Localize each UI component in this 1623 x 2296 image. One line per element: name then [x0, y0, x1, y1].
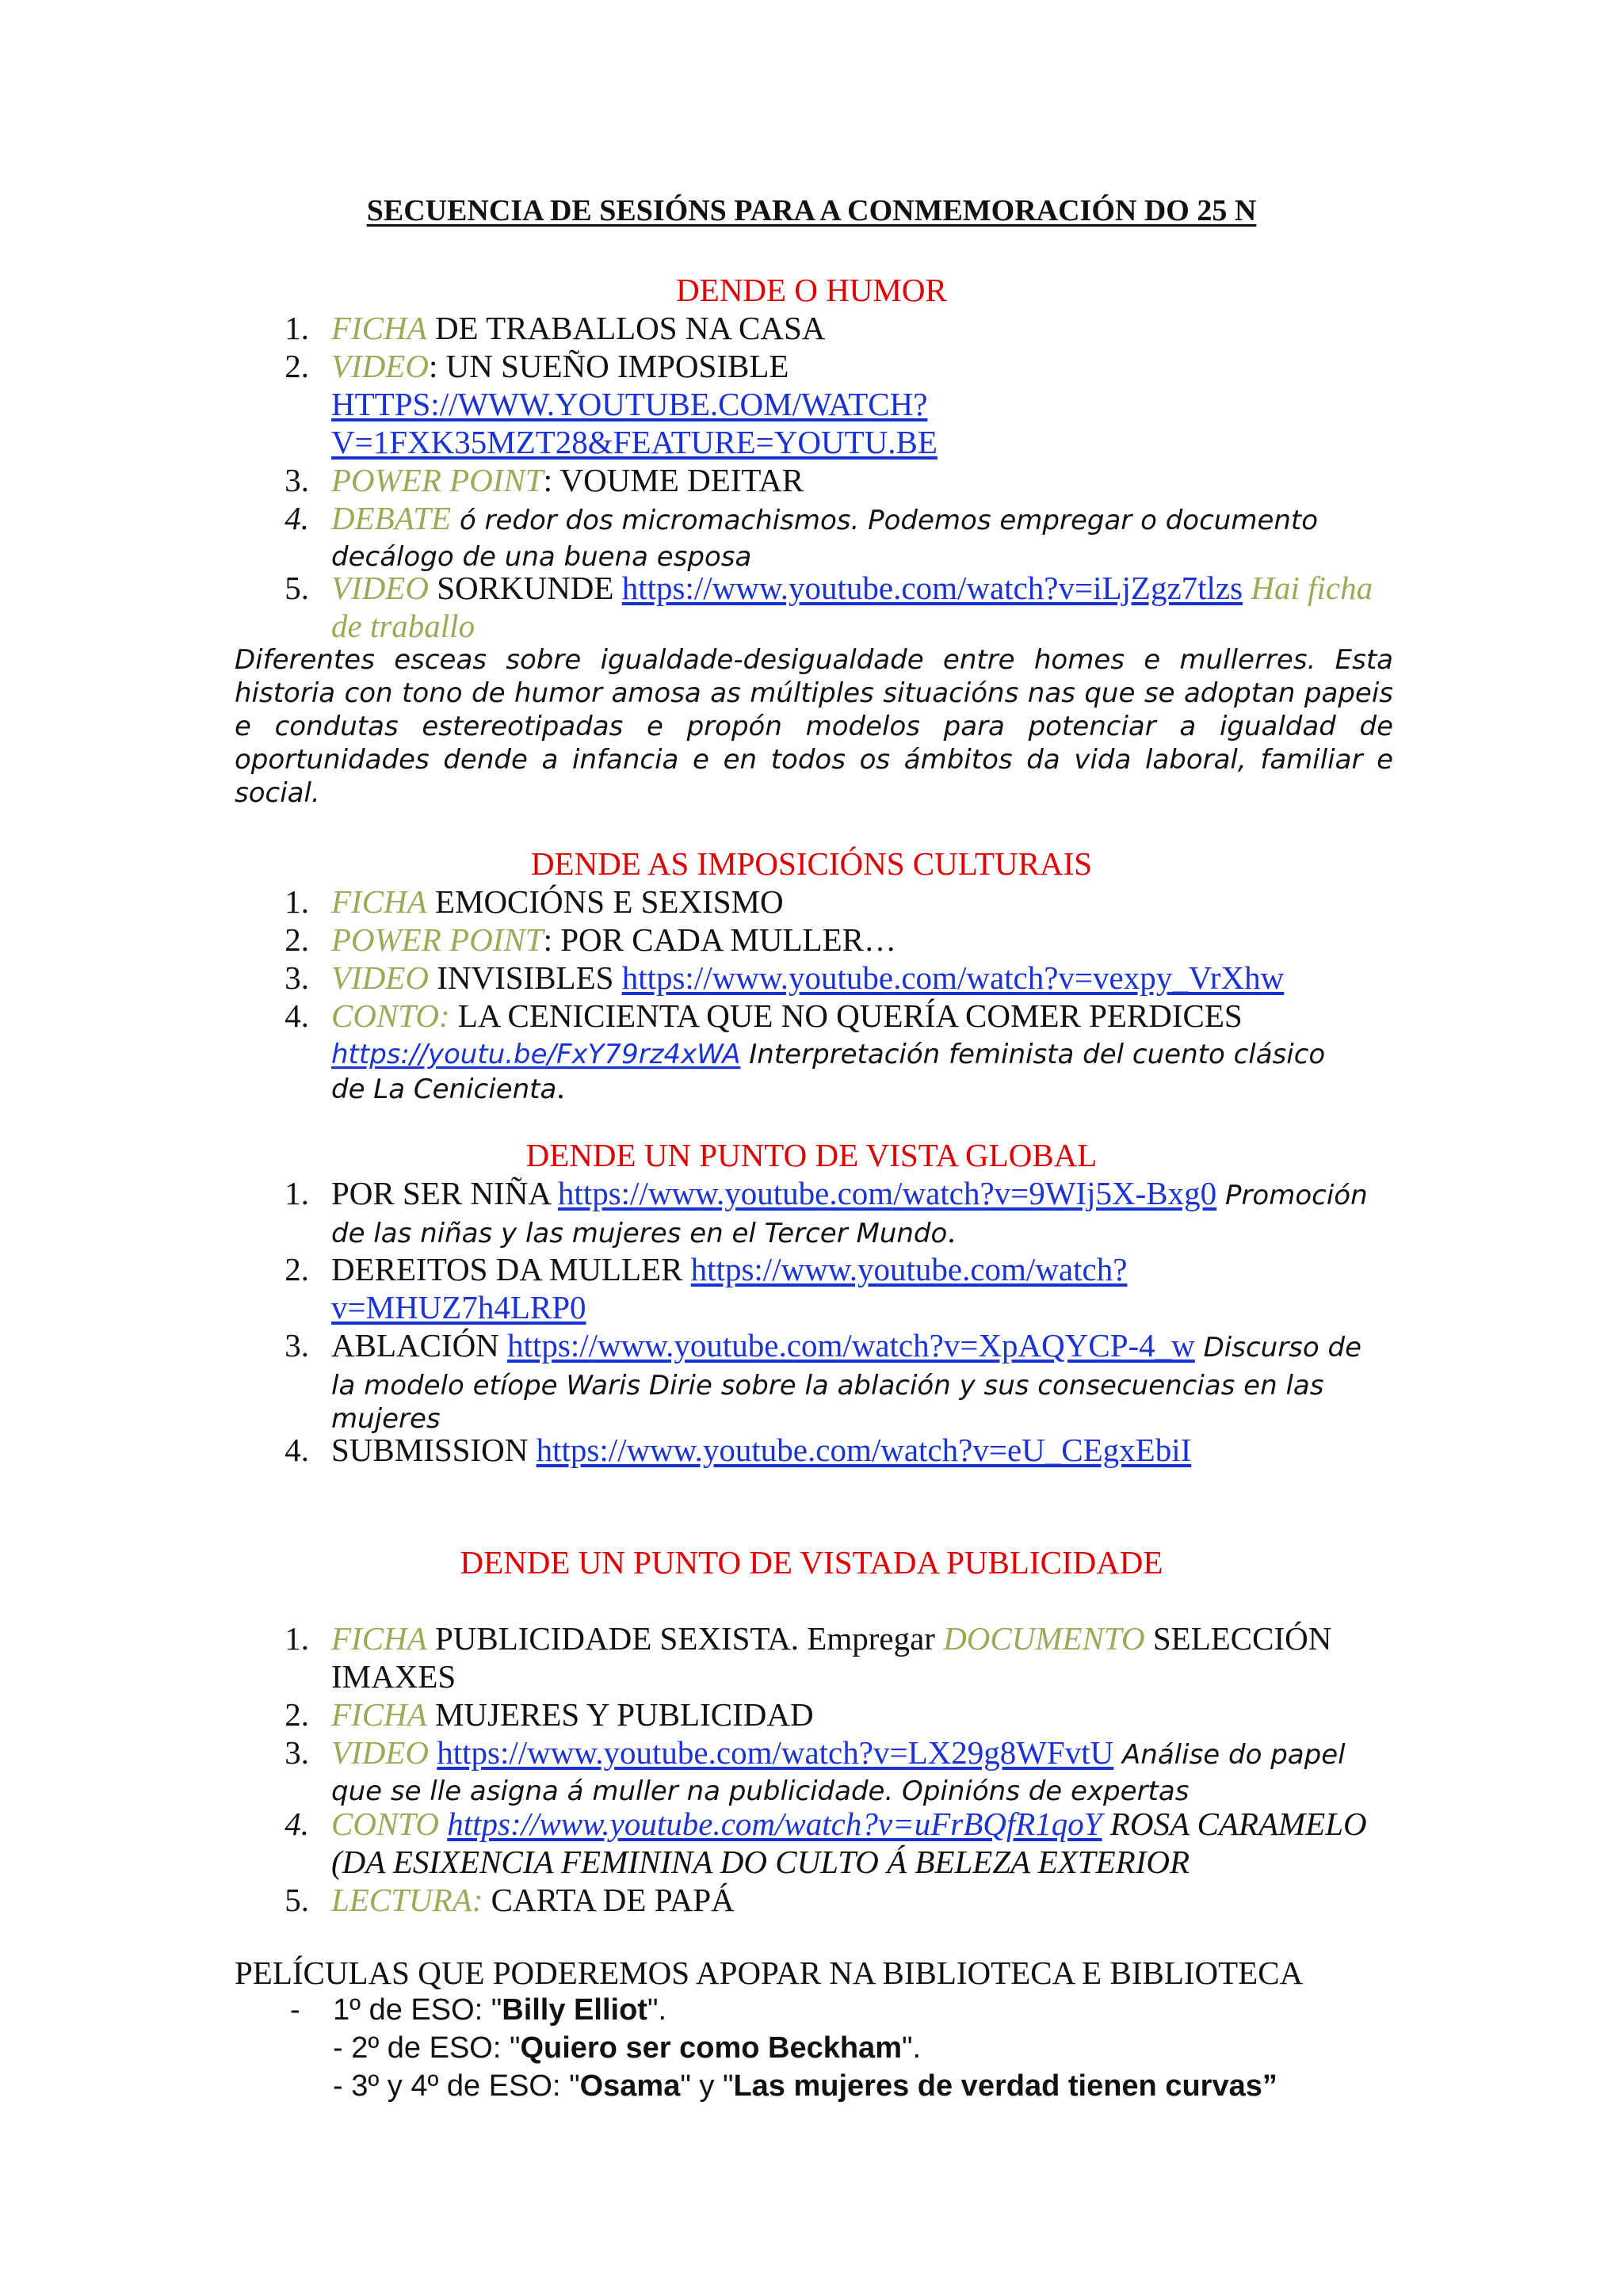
video-link[interactable]: https://www.youtube.com/watch?v=LX29g8WFvtU — [437, 1734, 1114, 1771]
item-tag: FICHA — [331, 1696, 427, 1733]
video-link[interactable]: https://www.youtube.com/watch?v=eU_CEgxEbiI — [536, 1432, 1192, 1468]
item-tag: VIDEO — [331, 348, 429, 384]
video-link[interactable]: v=MHUZ7h4LRP0 — [331, 1289, 586, 1325]
films-heading: PELÍCULAS QUE PODEREMOS APOPAR NA BIBLIOTECA E BIBLIOTECA — [235, 1955, 1304, 1991]
film-line-2: - 2º de ESO: "Quiero ser como Beckham". — [333, 2031, 922, 2065]
film-title: Las mujeres de verdad tienen curvas” — [733, 2069, 1277, 2103]
section-heading-humor: DENDE O HUMOR — [676, 272, 947, 308]
video-link[interactable]: https://www.youtube.com/watch? — [690, 1251, 1128, 1287]
video-link[interactable]: https://www.youtube.com/watch?v=9WIj5X-Bxg0 — [557, 1175, 1217, 1211]
item-tag: VIDEO — [331, 1734, 429, 1771]
video-link[interactable]: https://youtu.be/FxY79rz4xWA — [331, 1039, 741, 1070]
item-tag: CONTO — [331, 1806, 439, 1842]
film-line-3: - 3º y 4º de ESO: "Osama" y "Las mujeres de verdad tienen curvas” — [333, 2069, 1277, 2103]
video-link[interactable]: HTTPS://WWW.YOUTUBE.COM/WATCH? — [331, 386, 928, 422]
item-tag: DEBATE — [331, 500, 452, 536]
description-paragraph: Diferentes esceas sobre igualdade-desigualdade entre homes e mullerres. Esta historia con tono de humor amosa as múltiples situacións nas que se adoptan papeis e condutas estereotipadas e propón modelos para potenciar a igualdad de oportunidades dende a infancia e en todos os ámbitos da vida laboral, familiar e social. — [235, 644, 1393, 809]
video-link[interactable]: https://www.youtube.com/watch?v=vexpy_VrXhw — [621, 959, 1285, 996]
document-title: SECUENCIA DE SESIÓNS PARA A CONMEMORACIÓN DO 25 N — [366, 194, 1257, 227]
section-heading-publicidade: DENDE UN PUNTO DE VISTADA PUBLICIDADE — [460, 1544, 1163, 1581]
video-link[interactable]: https://www.youtube.com/watch?v=XpAQYCP-4_w — [507, 1327, 1195, 1363]
item-tag: DOCUMENTO — [943, 1620, 1145, 1657]
film-line-1: 1º de ESO: "Billy Elliot". — [333, 1993, 666, 2027]
item-tag: POWER POINT — [331, 462, 544, 498]
video-link[interactable]: V=1FXK35MZT28&FEATURE=YOUTU.BE — [331, 424, 938, 460]
item-tag: VIDEO — [331, 959, 429, 996]
item-tag: FICHA — [331, 883, 427, 920]
item-tag: VIDEO — [331, 570, 429, 606]
video-link[interactable]: https://www.youtube.com/watch?v=uFrBQfR1qoY — [447, 1806, 1102, 1842]
item-tag: POWER POINT — [331, 921, 544, 958]
section-heading-culturais: DENDE AS IMPOSICIÓNS CULTURAIS — [530, 845, 1093, 882]
item-tag: FICHA — [331, 1620, 427, 1657]
item-tag: CONTO: — [331, 997, 450, 1034]
section-heading-global: DENDE UN PUNTO DE VISTA GLOBAL — [525, 1137, 1098, 1173]
item-tag: FICHA — [331, 310, 427, 346]
video-link[interactable]: https://www.youtube.com/watch?v=iLjZgz7tlzs — [621, 570, 1243, 606]
film-title: Quiero ser como Beckham — [520, 2031, 902, 2065]
item-tag: LECTURA: — [331, 1882, 483, 1918]
film-title: Osama — [579, 2069, 681, 2103]
film-title: Billy Elliot — [502, 1993, 647, 2027]
document-page: SECUENCIA DE SESIÓNS PARA A CONMEMORACIÓN DO 25 N DENDE O HUMOR 1. FICHA DE TRABALLOS NA CASA 2. VIDEO: UN SUEÑO IMPOSIBLE HTTPS://WWW.YOUTUBE.COM/WATCH? V=1FXK35MZT28&FEATURE=YOUTU.BE 3. POWER POINT: VOUME DEITAR 4. DEBATE ó redor dos micromachismos. Podemos empregar o documento decálogo de una buena esposa 5. VIDEO SORKUNDE https://www.youtube.com/watch?v=iLjZgz7tlzs Hai ficha de traballo Diferentes esceas sobre igualdade-desigualdade entre homes e mullerres. Esta historia con tono de humor amosa as múltiples situacións nas que se adoptan papeis e condutas estereotipadas e propón modelos para potenciar a igualdad de oportunidades dende a infancia e en todos os ámbitos da vida laboral, familiar e social. DENDE AS IMPOSICIÓNS CULTURAIS 1. FICHA EMOCIÓNS E SEXISMO 2. POWER POINT: POR CADA MULLER… 3. VIDEO INVISIBLES https://www.youtube.com/watch?v=vexpy_VrXhw 4. CONTO: LA CENICIENTA QUE NO QUERÍA COMER PERDICES https://youtu.be/FxY79rz4xWA Interpretación feminista del cuento clásico de La Cenicienta. DENDE UN PUNTO DE VISTA GLOBAL 1. POR SER NIÑA https://www.youtube.com/watch?v=9WIj5X-Bxg0 Promoción de las niñas y las mujeres en el Tercer Mundo. 2. DEREITOS DA MULLER https://www.youtube.com/watch? v=MHUZ7h4LRP0 3. ABLACIÓN https://www.youtube.com/watch?v=XpAQYCP-4_w Discurso de la modelo etíope Waris Dirie sobre la ablación y sus consecuencias en las mujeres 4. SUBMISSION https://www.youtube.com/watch?v=eU_CEgxEbiI DENDE UN PUNTO DE VISTADA PUBLICIDADE 1. FICHA PUBLICIDADE SEXISTA. Empregar DOCUMENTO SELECCIÓN IMAXES 2. FICHA MUJERES Y PUBLICIDAD 3. VIDEO https://www.youtube.com/watch?v=LX29g8WFvtU Análise do papel que se lle asigna á muller na publicidade. Opinións de expertas 4. CONTO https://www.youtube.com/watch?v=uFrBQfR1qoY ROSA CARAMELO (DA ESIXENCIA FEMININA DO CULTO Á BELEZA EXTERIOR 5. LECTURA: CARTA DE PAPÁ PELÍCULAS QUE PODEREMOS APOPAR NA BIBLIOTECA E BIBLIOTECA - 1º de ESO: "Billy Elliot". - 2º de ESO: "Quiero ser como Beckham". - 3º y 4º de ESO: "Osama" y "Las mujeres de verdad tienen curvas” — [0, 0, 1623, 2296]
film-bullet: - — [290, 1993, 300, 2027]
